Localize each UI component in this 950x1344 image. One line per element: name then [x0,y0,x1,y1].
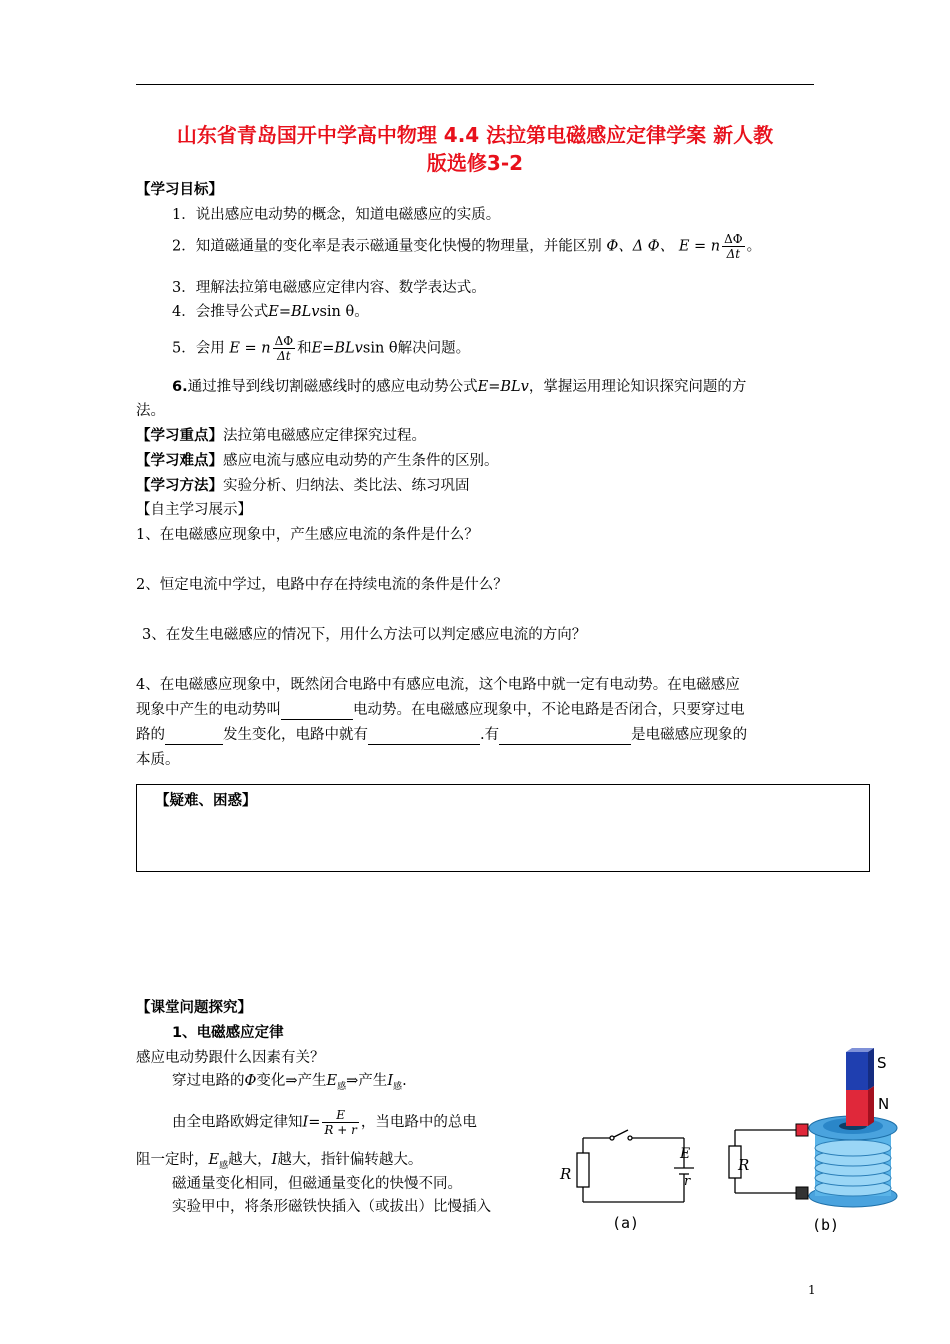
fill-blank-1[interactable] [281,703,353,720]
circuit-figure [550,1040,910,1240]
objective-4: 4．会推导公式E=BLvsin θ。 [172,304,369,320]
objective-3: 3．理解法拉第电磁感应定律内容、数学表达式。 [172,280,486,296]
objectives-heading: 【学习目标】 [136,182,223,198]
fraction-dphi-dt-2: $\frac{\Delta\Phi}{\Delta t}$ [274,334,294,363]
doubts-box[interactable] [136,784,870,872]
inquiry-p3: 由全电路欧姆定律知I= $\frac{E}{R + r}$ ，当电路中的总电 [172,1108,477,1137]
inquiry-p6: 实验甲中，将条形磁铁快插入（或拔出）比慢插入 [172,1199,491,1215]
fill-blank-2[interactable] [165,728,223,745]
caption-b: (b) [812,1216,840,1234]
question-4-line4: 本质。 [136,752,180,768]
objective-6-line2: 法。 [136,403,165,419]
question-3: 3、在发生电磁感应的情况下，用什么方法可以判定感应电流的方向？ [142,627,587,643]
objective-5: 5．会用 E = n $\frac{\Delta\Phi}{\Delta t}$ 和E=BLvsin θ解决问题。 [172,334,471,363]
question-2: 2、恒定电流中学过，电路中存在持续电流的条件是什么？ [136,577,508,593]
terminal-red [796,1124,808,1136]
fill-blank-3[interactable] [368,728,480,745]
objective-2-symbols: Φ、Δ Φ、 [606,238,675,255]
inquiry-p4: 阻一定时，$E_感$越大，I越大，指针偏转越大。 [136,1152,423,1171]
difficulty: 【学习难点】感应电流与感应电动势的产生条件的区别。 [136,453,499,469]
terminal-black [796,1187,808,1199]
doubts-label: 【疑难、困惑】 [155,793,257,809]
page-title-line2: 版选修3-2 [426,151,524,175]
label-E: E [680,1146,691,1162]
label-R-b: R [738,1156,750,1174]
coil-icon [809,1116,897,1207]
section-1-heading: 1、电磁感应定律 [172,1025,284,1041]
objective-1: 1．说出感应电动势的概念，知道电磁感应的实质。 [172,207,501,223]
header-rule [136,84,814,85]
inquiry-p5: 磁通量变化相同，但磁通量变化的快慢不同。 [172,1176,462,1192]
inquiry-heading: 【课堂问题探究】 [136,1000,252,1016]
key-point: 【学习重点】法拉第电磁感应定律探究过程。 [136,428,426,444]
question-1: 1、在电磁感应现象中，产生感应电流的条件是什么？ [136,527,479,543]
objective-6-line1: 6.通过推导到线切割磁感线时的感应电动势公式E=BLv，掌握运用理论知识探究问题的方 [172,379,747,395]
question-4-line3: 路的 发生变化，电路中就有 .有 是电磁感应现象的 [136,727,748,743]
label-N: N [878,1095,890,1113]
question-4-line1: 4、在电磁感应现象中，既然闭合电路中有感应电流，这个电路中就一定有电动势。在电磁感应 [136,677,740,693]
self-study-heading: 【自主学习展示】 [136,502,252,518]
label-r: r [684,1174,691,1189]
method: 【学习方法】实验分析、归纳法、类比法、练习巩固 [136,478,470,494]
bar-magnet-icon [846,1048,874,1126]
label-R-a: R [560,1165,572,1183]
page-title-line1: 山东省青岛国开中学高中物理 4.4 法拉第电磁感应定律学案 新人教 [176,123,774,147]
page-number: 1 [808,1283,816,1297]
label-S: S [877,1054,887,1072]
circuit-a [577,1130,694,1202]
inquiry-p1: 感应电动势跟什么因素有关？ [136,1050,325,1066]
caption-a: (a) [612,1214,640,1232]
fraction-ohm: $\frac{E}{R + r}$ [324,1108,357,1137]
question-4-line2: 现象中产生的电动势叫 电动势。在电磁感应现象中，不论电路是否闭合，只要穿过电 [136,702,745,718]
inquiry-p2: 穿过电路的Φ变化⇒产生$E_感\Rightarrow$产生$I_感$. [172,1073,407,1092]
fraction-dphi-dt: $\frac{\Delta\Phi}{\Delta t}$ [724,232,743,261]
fill-blank-4[interactable] [499,728,631,745]
objective-2: 2．知道磁通量的变化率是表示磁通量变化快慢的物理量，并能区别 Φ、Δ Φ、 E = n $\frac{\Delta\Phi}{\Delta t}$ 。 [172,232,762,261]
